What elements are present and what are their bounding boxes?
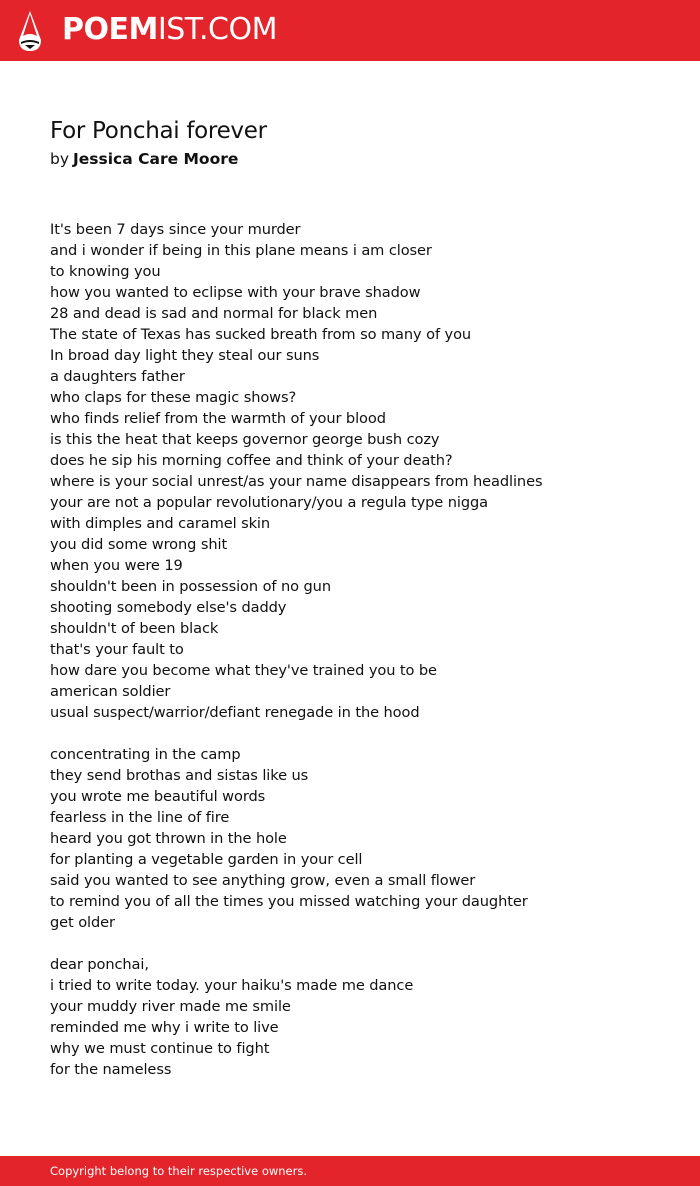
- poem-line: who finds relief from the warmth of your blood: [50, 410, 386, 427]
- poem-line: 28 and dead is sad and normal for black men: [50, 305, 378, 322]
- poem-line: where is your social unrest/as your name disappears from headlines: [50, 473, 543, 490]
- poem-line: i tried to write today. your haiku's made me dance: [50, 977, 414, 994]
- poem-line: who claps for these magic shows?: [50, 389, 297, 406]
- poem-line: why we must continue to fight: [50, 1040, 270, 1057]
- poem-line: dear ponchai,: [50, 956, 149, 973]
- poem-line: that's your fault to: [50, 641, 184, 658]
- poem-line: It's been 7 days since your murder: [50, 221, 301, 238]
- poem-line: usual suspect/warrior/defiant renegade in the hood: [50, 704, 420, 721]
- poem-line: does he sip his morning coffee and think of your death?: [50, 452, 453, 469]
- poem-line: how dare you become what they've trained you to be: [50, 662, 437, 679]
- top-bar: [0, 0, 700, 61]
- stanza-2: [50, 744, 670, 933]
- copyright-notice: Copyright belong to their respective owners.: [50, 1164, 308, 1178]
- poem-line: shouldn't been in possession of no gun: [50, 578, 331, 595]
- poem-line: In broad day light they steal our suns: [50, 347, 320, 364]
- poem-line: for planting a vegetable garden in your cell: [50, 851, 363, 868]
- poem-line: to knowing you: [50, 263, 161, 280]
- poem-title: For Ponchai forever: [50, 118, 267, 144]
- poem-line: said you wanted to see anything grow, even a small flower: [50, 872, 476, 889]
- footer-bar: [0, 1156, 700, 1186]
- poem-line: shouldn't of been black: [50, 620, 219, 637]
- poem-line: reminded me why i write to live: [50, 1019, 279, 1036]
- poem-line: fearless in the line of fire: [50, 809, 230, 826]
- poem-line: is this the heat that keeps governor george bush cozy: [50, 431, 440, 448]
- poem-line: they send brothas and sistas like us: [50, 767, 309, 784]
- poem-line: your muddy river made me smile: [50, 998, 291, 1015]
- poem-line: american soldier: [50, 683, 171, 700]
- poem-line: for the nameless: [50, 1061, 172, 1078]
- poem-line: shooting somebody else's daddy: [50, 599, 287, 616]
- logo-light-text: IST.COM: [157, 12, 277, 47]
- poem-line: you wrote me beautiful words: [50, 788, 266, 805]
- stanza-1: [50, 219, 670, 723]
- by-label: by: [50, 150, 70, 168]
- poem-line: heard you got thrown in the hole: [50, 830, 287, 847]
- poem-line: a daughters father: [50, 368, 185, 385]
- poem-line: when you were 19: [50, 557, 183, 574]
- pen-nib-icon: [17, 10, 43, 52]
- author-link[interactable]: Jessica Care Moore: [73, 150, 239, 168]
- poem-line: The state of Texas has sucked breath from so many of you: [50, 326, 472, 343]
- poem-line: and i wonder if being in this plane means i am closer: [50, 242, 432, 259]
- poem-line: to remind you of all the times you missed watching your daughter: [50, 893, 528, 910]
- poem-line: your are not a popular revolutionary/you a regula type nigga: [50, 494, 488, 511]
- logo-bold-text: POEM: [62, 12, 158, 47]
- poem-line: with dimples and caramel skin: [50, 515, 271, 532]
- poem-line: get older: [50, 914, 115, 931]
- stanza-3: [50, 954, 670, 1080]
- poem-line: you did some wrong shit: [50, 536, 228, 553]
- byline: [50, 148, 238, 170]
- poem-line: how you wanted to eclipse with your brave shadow: [50, 284, 421, 301]
- poem-line: concentrating in the camp: [50, 746, 241, 763]
- poem-body: [50, 219, 670, 1101]
- site-logo-link[interactable]: [62, 10, 277, 50]
